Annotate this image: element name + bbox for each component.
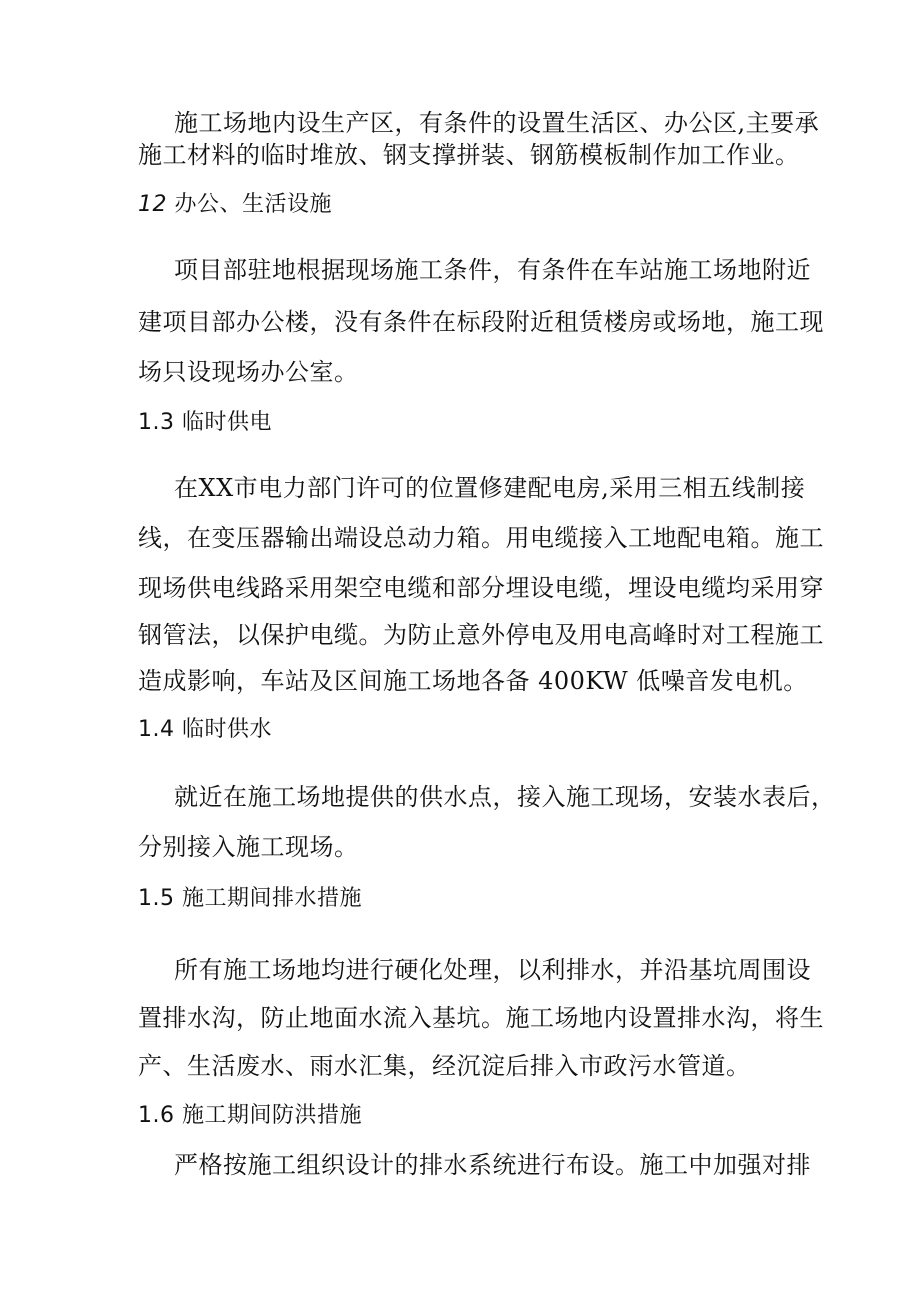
section-1-3-line-3: 现场供电线路采用架空电缆和部分埋设电缆，埋设电缆均采用穿 bbox=[138, 574, 824, 602]
section-1-3-line-4: 钢管法，以保护电缆。为防止意外停电及用电高峰时对工程施工 bbox=[138, 621, 824, 649]
section-1-2-number: 12 bbox=[138, 192, 167, 217]
section-1-2-title: 办公、生活设施 bbox=[174, 192, 333, 217]
section-1-6-line-1: 严格按施工组织设计的排水系统进行布设。施工中加强对排 bbox=[174, 1151, 811, 1179]
section-1-2-line-2: 建项目部办公楼，没有条件在标段附近租赁楼房或场地，施工现 bbox=[138, 308, 824, 336]
para-intro-line-2: 施工材料的临时堆放、钢支撑拼装、钢筋模板制作加工作业。 bbox=[138, 141, 800, 169]
section-1-2-heading bbox=[138, 190, 332, 220]
section-1-4-line-1: 就近在施工场地提供的供水点，接入施工现场，安装水表后， bbox=[174, 783, 836, 811]
section-1-2-line-1: 项目部驻地根据现场施工条件，有条件在车站施工场地附近 bbox=[174, 256, 811, 284]
para-intro-line-1: 施工场地内设生产区，有条件的设置生活区、办公区,主要承 bbox=[174, 109, 820, 137]
section-1-3-line-1: 在XX市电力部门许可的位置修建配电房,采用三相五线制接 bbox=[174, 474, 806, 502]
section-1-4-line-2: 分别接入施工现场。 bbox=[138, 833, 359, 861]
section-1-3-line-2: 线，在变压器输出端设总动力箱。用电缆接入工地配电箱。施工 bbox=[138, 524, 824, 552]
section-1-6-heading: 1.6 施工期间防洪措施 bbox=[138, 1103, 362, 1128]
section-1-5-line-2: 置排水沟，防止地面水流入基坑。施工场地内设置排水沟，将生 bbox=[138, 1004, 824, 1032]
section-1-5-heading: 1.5 施工期间排水措施 bbox=[138, 886, 362, 911]
section-1-2-line-3: 场只设现场办公室。 bbox=[138, 358, 359, 386]
section-1-3-line-5: 造成影响，车站及区间施工场地各备 400KW 低噪音发电机。 bbox=[138, 667, 808, 695]
section-1-5-line-3: 产、生活废水、雨水汇集，经沉淀后排入市政污水管道。 bbox=[138, 1052, 751, 1080]
section-1-3-heading: 1.3 临时供电 bbox=[138, 410, 272, 435]
section-1-5-line-1: 所有施工场地均进行硬化处理，以利排水，并沿基坑周围设 bbox=[174, 956, 811, 984]
section-1-4-heading: 1.4 临时供水 bbox=[138, 717, 272, 742]
